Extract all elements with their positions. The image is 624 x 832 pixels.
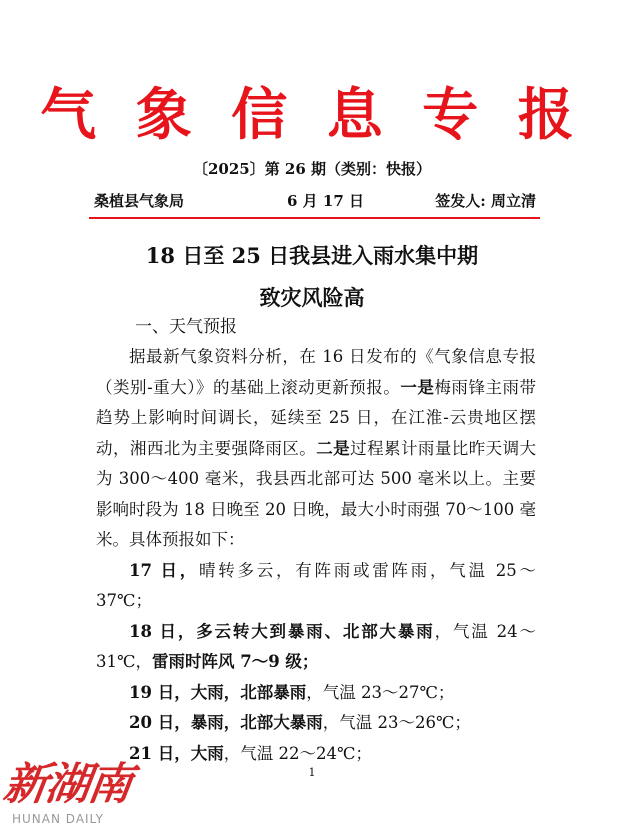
issue-date: 6 月 17 日 — [287, 192, 364, 210]
section-title: 一、天气预报 — [135, 317, 237, 337]
body-paragraph — [96, 739, 536, 770]
bold-text: 雷雨时阵风 7～9 级； — [151, 652, 319, 671]
watermark-logo-en: HUNAN DAILY — [12, 812, 104, 826]
body-paragraph — [96, 556, 536, 617]
body-text: 晴转多云，有阵雨或雷阵雨，气温 25～37℃； — [96, 560, 536, 610]
body-paragraph — [96, 678, 536, 709]
body-text: 据最新气象资料分析，在 16 日发布的《气象信息专报（类别-重大）》的基础上滚动更新预报。 — [96, 347, 536, 397]
bold-text: 二是 — [316, 438, 351, 458]
page-number: 1 — [308, 766, 316, 779]
masthead-title: 气 象 信 息 专 报 — [40, 83, 584, 148]
headline-line-2: 致灾风险高 — [259, 285, 365, 310]
signer: 签发人: 周立清 — [435, 192, 536, 210]
bold-text: 19 日，大雨，北部暴雨 — [129, 682, 307, 702]
bold-text: 20 日，暴雨，北部大暴雨 — [129, 713, 323, 732]
headline-line-1: 18 日至 25 日我县进入雨水集中期 — [145, 243, 479, 268]
body-text: ，气温 24～31℃， — [96, 621, 536, 671]
bold-text: 21 日，大雨 — [129, 743, 224, 763]
body-text: 梅雨锋主雨带趋势上影响时间调长，延续至 25 日，在江淮-云贵地区摆动，湘西北为主要强降雨区。 — [96, 377, 537, 458]
body-text: ，气温 22～24℃； — [223, 743, 372, 763]
issue-number: 〔2025〕第 26 期（类别：快报） — [192, 160, 432, 178]
watermark-logo: 新湖南 — [0, 759, 134, 810]
bold-text: 17 日， — [129, 560, 199, 580]
body-text: 过程累计雨量比昨天调大为 300～400 毫米，我县西北部可达 500 毫米以上。主要影响时段为 18 日晚至 20 日晚，最大小时雨强 70～100 毫米。具体预报如下： — [96, 438, 537, 549]
issuer: 桑植县气象局 — [94, 192, 185, 210]
body-paragraph — [96, 708, 536, 739]
body-text: ，气温 23～26℃； — [322, 713, 471, 732]
document-meta — [94, 191, 540, 213]
body-text: ，气温 23～27℃； — [306, 682, 455, 702]
bold-text: 18 日，多云转大到暴雨、北部大暴雨 — [129, 621, 435, 641]
red-divider — [89, 217, 540, 219]
body-paragraph — [96, 617, 536, 678]
document-body — [96, 342, 536, 769]
body-paragraph — [96, 342, 536, 556]
bold-text: 一是 — [400, 377, 435, 397]
